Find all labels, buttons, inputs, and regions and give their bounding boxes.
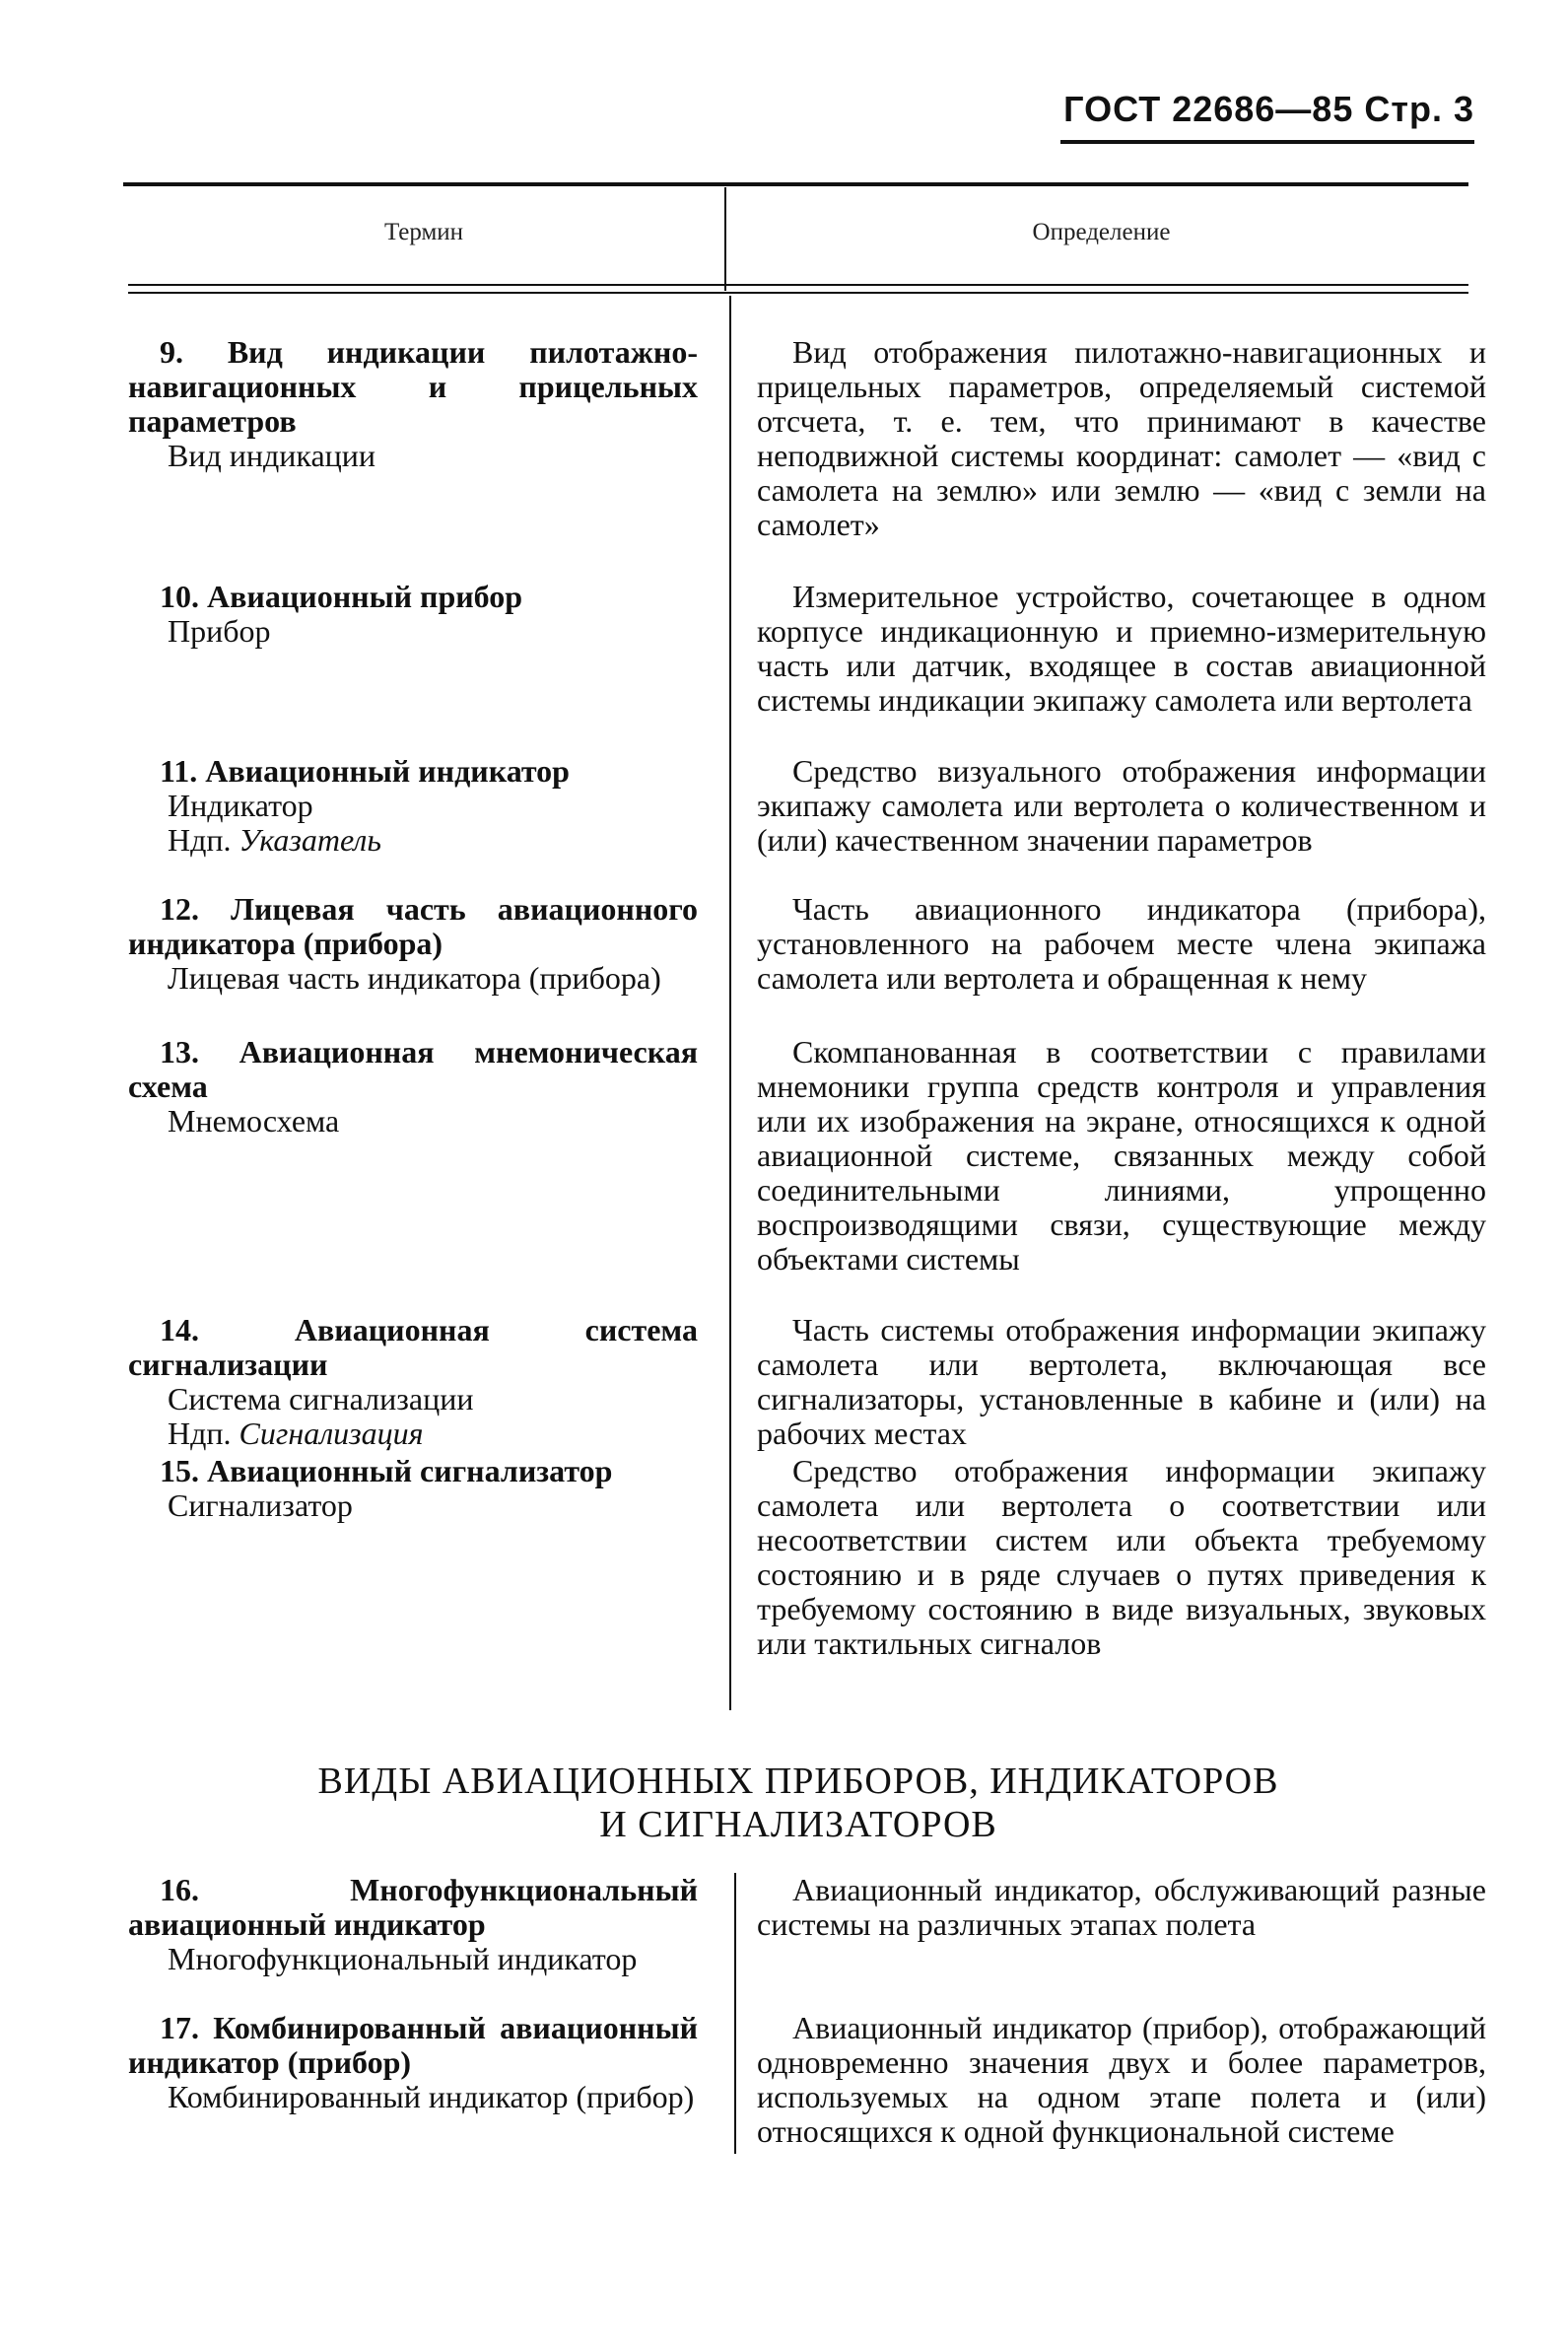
definition-text: Вид отображения пилотажно-навигационных и прицельных параметров, определяемый системой отсчета, т. е. тем, что принимают в качестве неподвижной системы координат: самолет — «вид с самолета на землю» или землю — «вид с земли на самолет» (757, 334, 1486, 542)
page-header (1060, 89, 1474, 144)
term-ndp (128, 1416, 698, 1451)
definition-entry-17 (757, 2011, 1486, 2149)
definition-text: Скомпанованная в соответствии с правилами мнемоники группа средств контроля и управления или их изображения на экране, относящихся к одной авиационной системе, связанных между собой соединительными линиями, упрощенно воспроизводящими связи, существующие между объектами системы (757, 1034, 1486, 1277)
definition-text: Средство визуального отображения информации экипажу самолета или вертолета о количественном и (или) качественном значении параметров (757, 753, 1486, 858)
term-synonym: Лицевая часть индикатора (прибора) (168, 960, 661, 996)
ndp-term: Сигнализация (239, 1416, 424, 1451)
term-entry-13 (128, 1035, 698, 1139)
definition-entry-15 (757, 1454, 1486, 1661)
term-title: 10. Авиационный прибор (160, 579, 523, 614)
definition-entry-9 (757, 335, 1486, 542)
column-divider-header (724, 187, 726, 291)
term-title: 17. Комбинированный авиационный индикатор (прибор) (128, 2010, 698, 2080)
definition-entry-11 (757, 754, 1486, 858)
table-top-rule (123, 182, 1468, 186)
definition-text: Часть авиационного индикатора (прибора), установленного на рабочем месте члена экипажа самолета или вертолета и обращенная к нему (757, 891, 1486, 996)
ndp-term: Указатель (239, 822, 381, 858)
column-header-term: Термин (383, 219, 464, 245)
column-divider-section (734, 1873, 736, 2154)
term-title: 15. Авиационный сигнализатор (160, 1453, 613, 1488)
page-header-text: ГОСТ 22686—85 Стр. 3 (1063, 89, 1474, 129)
term-ndp (128, 823, 698, 858)
definition-entry-14 (757, 1313, 1486, 1451)
definition-entry-16 (757, 1873, 1486, 1942)
term-entry-14 (128, 1313, 698, 1451)
term-entry-12 (128, 892, 698, 996)
definition-text: Авиационный индикатор, обслуживающий разные системы на различных этапах полета (757, 1872, 1486, 1942)
definition-text: Авиационный индикатор (прибор), отображающий одновременно значения двух и более параметров, используемых на одном этапе полета и (или) относящихся к одной функциональной системе (757, 2010, 1486, 2149)
definition-text: Измерительное устройство, сочетающее в одном корпусе индикационную и приемно-измерительную часть или датчик, входящее в состав авиационной системы индикации экипажу самолета или вертолета (757, 579, 1486, 718)
definition-entry-10 (757, 580, 1486, 718)
term-title: 13. Авиационная мнемоническая схема (128, 1034, 698, 1104)
term-title: 9. Вид индикации пилотажно-навигационных и прицельных параметров (128, 334, 698, 439)
term-entry-9 (128, 335, 698, 473)
term-title: 12. Лицевая часть авиационного индикатора (прибора) (128, 891, 698, 961)
term-synonym: Индикатор (168, 788, 313, 823)
section-title (158, 1760, 1439, 1846)
term-entry-15 (128, 1454, 698, 1523)
section-title-line-1: ВИДЫ АВИАЦИОННЫХ ПРИБОРОВ, ИНДИКАТОРОВ (317, 1761, 1279, 1802)
term-synonym: Комбинированный индикатор (прибор) (168, 2079, 695, 2114)
term-synonym: Мнемосхема (168, 1103, 340, 1139)
term-synonym: Вид индикации (168, 438, 376, 473)
term-entry-16 (128, 1873, 698, 1976)
term-synonym: Многофункциональный индикатор (168, 1941, 638, 1976)
definition-text: Средство отображения информации экипажу самолета или вертолета о соответствии или несоответствии систем или объекта требуемому состоянию и в ряде случаев о путях приведения к требуемому состоянию в виде визуальных, звуковых или тактильных сигналов (757, 1453, 1486, 1661)
term-synonym: Сигнализатор (168, 1487, 353, 1523)
term-entry-17 (128, 2011, 698, 2114)
term-title: 16. Многофункциональный авиационный индикатор (128, 1872, 698, 1942)
section-title-line-2: И СИГНАЛИЗАТОРОВ (599, 1804, 997, 1845)
term-entry-11 (128, 754, 698, 858)
term-synonym: Система сигнализации (168, 1381, 474, 1416)
definition-entry-12 (757, 892, 1486, 996)
header-rule (128, 284, 1468, 286)
definition-entry-13 (757, 1035, 1486, 1277)
column-header-definition: Определение (1032, 219, 1171, 245)
column-divider-body (729, 296, 731, 1710)
definition-text: Часть системы отображения информации экипажу самолета или вертолета, включающая все сигнализаторы, установленные в кабине и (или) на рабочих местах (757, 1312, 1486, 1451)
term-title: 11. Авиационный индикатор (160, 753, 570, 789)
term-entry-10 (128, 580, 698, 649)
ndp-label: Ндп. (168, 1416, 232, 1451)
term-title: 14. Авиационная система сигнализации (128, 1312, 698, 1382)
term-synonym: Прибор (168, 613, 271, 649)
header-rule-double (128, 292, 1468, 294)
ndp-label: Ндп. (168, 822, 232, 858)
